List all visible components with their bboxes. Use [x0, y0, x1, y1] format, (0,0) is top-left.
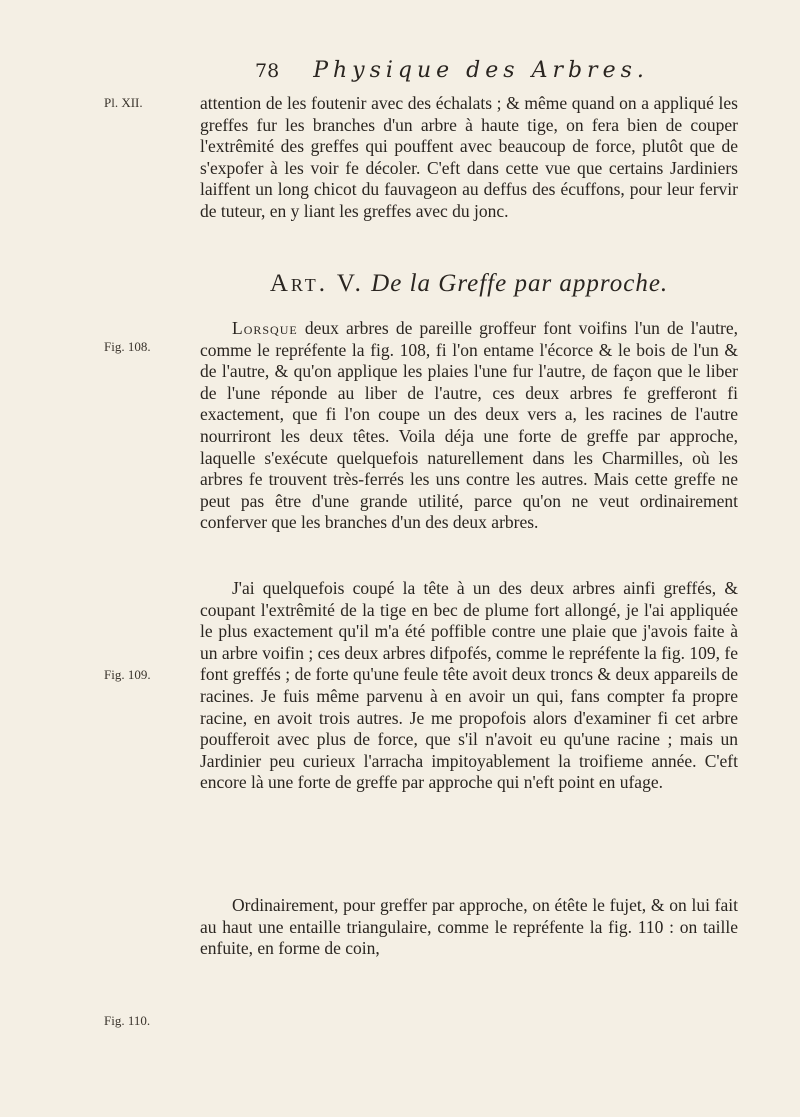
paragraph-3 — [200, 578, 738, 794]
paragraph-2-body: deux arbres de pareille groffeur font voifins l'un de l'autre, comme le repréfente la fig. 108, fi l'on entame l'écorce & le bois de l'un & de l'autre, & qu'on applique les plaies l'une fur l'autre, de façon que le liber de l'une réponde au liber de l'autre, ces deux arbres fe grefferont fi exactement, que fi l'on coupe un des deux vers a, les racines de l'autre nourriront les deux têtes. Voila déja une forte de greffe par approche, laquelle s'exécute quelquefois naturellement dans les Charmilles, où les arbres fe trouvent très-ferrés les uns contre les autres. Mais cette greffe ne peut pas être d'une grande utilité, parce qu'on ne veut ordinairement conferver que les branches d'un des deux arbres. — [200, 318, 738, 533]
running-title: Physique des Arbres. — [313, 58, 649, 83]
paragraph-2-text — [200, 318, 738, 534]
section-heading — [200, 270, 738, 298]
section-number: Art. V. — [269, 270, 364, 297]
paragraph-2 — [200, 318, 738, 534]
section-title: De la Greffe par approche. — [371, 270, 669, 297]
plate-reference: Pl. XII. — [104, 95, 143, 110]
paragraph-2-lead: Lorsque — [232, 318, 298, 338]
figure-110-reference: Fig. 110. — [104, 1013, 151, 1028]
paragraph-1-text: attention de les foutenir avec des échalats ; & même quand on a appliqué les greffes fur les branches d'un arbre à haute tige, on fera bien de couper l'extrêmité des greffes qui pouffent avec beaucoup de force, plutôt que de s'expofer à les voir fe décoler. C'eft dans cette vue que certains Jardiniers laiffent un long chicot du fauvageon au deffus des écuffons, pour leur fervir de tuteur, en y liant les greffes avec du jonc. — [200, 93, 738, 221]
paragraph-4-text: Ordinairement, pour greffer par approche, on étête le fujet, & on lui fait au haut une entaille triangulaire, comme le repréfente la fig. 110 : on taille enfuite, en forme de coin, — [200, 895, 738, 959]
figure-108-reference: Fig. 108. — [104, 339, 151, 354]
running-header — [255, 58, 735, 83]
paragraph-1 — [200, 93, 738, 223]
paragraph-4 — [200, 895, 738, 960]
paragraph-3-text: J'ai quelquefois coupé la tête à un des deux arbres ainfi greffés, & coupant l'extrêmité de la tige en bec de plume fort allongé, je l'ai appliquée le plus exactement qu'il m'a été poffible contre une plaie que j'avois faite à un arbre voifin ; ces deux arbres difpofés, comme le repréfente la fig. 109, fe font greffés ; de forte qu'une feule tête avoit deux troncs & deux appareils de racines. Je fuis même parvenu à en avoir un qui, fans compter fa propre racine, en avoit trois autres. Je me propofois alors d'examiner fi cet arbre poufferoit avec plus de force, que s'il n'avoit eu qu'une racine ; mais un Jardinier peu curieux l'arracha impitoyablement la troifieme année. C'eft encore là une forte de greffe par approche qui n'eft point en ufage. — [200, 578, 738, 793]
page-number: 78 — [255, 60, 280, 82]
figure-109-reference: Fig. 109. — [104, 667, 151, 682]
